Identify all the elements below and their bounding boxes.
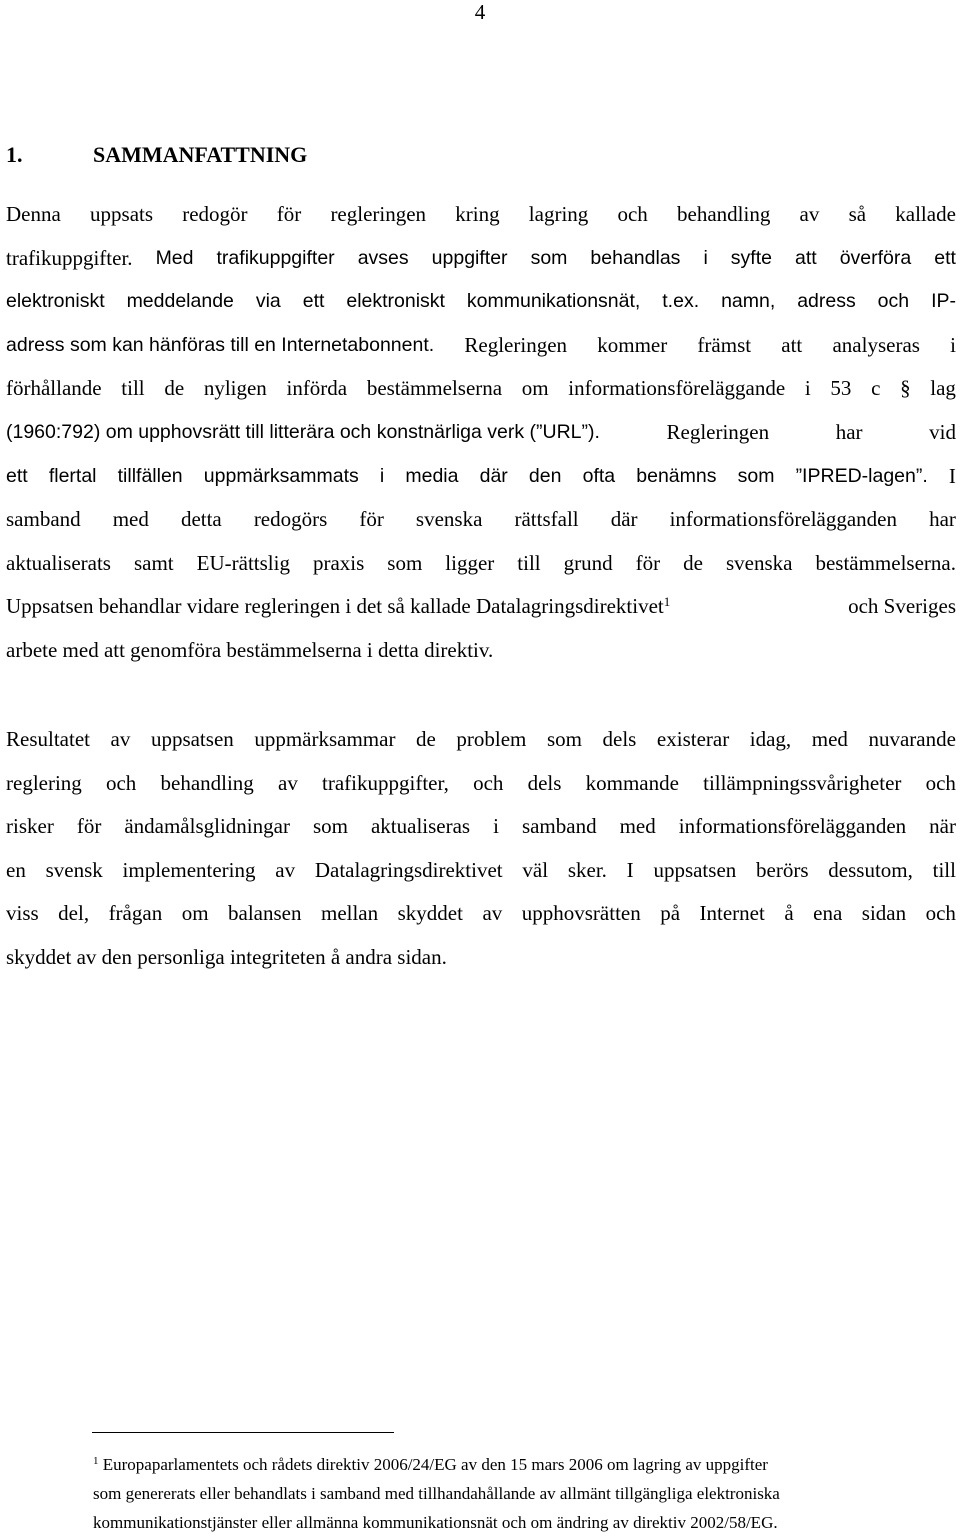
word: rättsfall <box>514 507 579 532</box>
word: ena <box>813 901 843 926</box>
word: meddelande <box>126 290 234 313</box>
word: till <box>517 550 541 575</box>
word: har <box>835 419 863 444</box>
word: till <box>932 857 956 882</box>
word: Med <box>155 246 194 269</box>
paragraph-line <box>6 367 956 411</box>
word: problem <box>456 727 527 751</box>
word: har <box>929 507 956 532</box>
word: kallade <box>895 202 956 226</box>
paragraph-line <box>6 718 956 762</box>
word: av <box>482 901 503 926</box>
word: som <box>387 550 423 575</box>
word: lag <box>930 376 956 401</box>
word: i <box>379 464 385 487</box>
word: media <box>405 464 459 487</box>
word: samt <box>133 550 174 575</box>
word: väl <box>522 857 549 882</box>
paragraph-line-segment: adress som kan hänföras till en Internetabonnent. <box>6 333 435 356</box>
word: via <box>255 290 281 313</box>
word: främst <box>697 332 752 357</box>
word: Regleringen <box>464 332 568 357</box>
word: till <box>121 376 145 401</box>
word: behandling <box>160 770 254 795</box>
word: del, <box>58 901 90 926</box>
word: tillfällen <box>117 464 183 487</box>
word: balansen <box>228 901 302 926</box>
word: samband <box>521 814 597 839</box>
word: samband <box>6 507 81 532</box>
word: flertal <box>48 464 97 487</box>
word: uppsatsen <box>150 727 234 751</box>
paragraph-line-text: Uppsatsen behandlar vidare regleringen i det så kallade Datalagringsdirektivet <box>6 594 664 619</box>
word: trafikuppgifter, <box>322 770 449 795</box>
footnote-line <box>93 1450 953 1479</box>
word: Resultatet <box>6 727 90 751</box>
word: frågan <box>108 901 163 926</box>
word: som <box>546 727 582 751</box>
word: och <box>925 770 956 795</box>
word: informationsförelägganden <box>669 507 897 532</box>
paragraph-line <box>6 237 956 281</box>
paragraph-line <box>6 542 956 586</box>
word: analyseras <box>832 332 920 357</box>
word: svenska <box>725 550 793 575</box>
word: 53 <box>830 376 852 401</box>
word: reglering <box>6 770 82 795</box>
word: nuvarande <box>868 727 956 751</box>
word: elektroniskt <box>6 290 105 313</box>
word: av <box>110 727 131 751</box>
word: syfte <box>730 246 772 269</box>
word: aktualiseras <box>370 814 471 839</box>
section-number: 1. <box>6 142 23 167</box>
word: avses <box>357 246 409 269</box>
word: och <box>925 901 956 926</box>
word: grund <box>563 550 613 575</box>
page-number: 4 <box>474 0 486 24</box>
word: benämns <box>636 464 717 487</box>
word: och <box>105 770 137 795</box>
word: av <box>799 202 820 226</box>
word: elektroniskt <box>346 290 445 313</box>
word: Regleringen <box>666 419 770 444</box>
word: ett <box>302 290 325 313</box>
paragraph-line <box>6 411 956 455</box>
word: när <box>929 814 956 839</box>
word: Internet <box>699 901 765 926</box>
paragraph-line <box>6 585 956 629</box>
word: som <box>530 246 568 269</box>
word: ligger <box>445 550 495 575</box>
word: de <box>683 550 703 575</box>
paragraph-line <box>6 280 956 324</box>
word: nyligen <box>203 376 267 401</box>
word: praxis <box>312 550 365 575</box>
word: i <box>950 332 956 357</box>
word: existerar <box>656 727 730 751</box>
word: ofta <box>582 464 616 487</box>
word: med <box>811 727 848 751</box>
word: förhållande <box>6 376 102 401</box>
footnote-line: som genererats eller behandlats i samband med tillhandahållande av allmänt tillgängliga elektroniska <box>93 1484 780 1503</box>
paragraph-line <box>6 324 956 368</box>
word: uppgifter <box>431 246 508 269</box>
word: detta <box>180 507 222 532</box>
word: IP- <box>931 290 956 313</box>
word: ändamålsglidningar <box>124 814 290 839</box>
word: I <box>626 857 634 882</box>
word: kommunikationsnät, <box>466 290 641 313</box>
word: sker. <box>567 857 607 882</box>
word: och <box>473 770 504 795</box>
word: dessutom, <box>828 857 913 882</box>
paragraph-line: arbete med att genomföra bestämmelserna i detta direktiv. <box>6 637 494 662</box>
paragraph-line-segment: (1960:792) om upphovsrätt till litterära och konstnärliga verk (”URL”). <box>6 420 600 443</box>
word: av <box>275 857 296 882</box>
word: om <box>181 901 209 926</box>
word: aktualiserats <box>6 550 111 575</box>
footnote-reference[interactable]: 1 <box>663 594 671 610</box>
word: dels <box>602 727 637 751</box>
word: där <box>479 464 508 487</box>
word: för <box>359 507 384 532</box>
summary-paragraph-2 <box>6 718 956 980</box>
word: så <box>848 202 867 226</box>
word: § <box>900 376 911 401</box>
word: ett <box>6 464 28 487</box>
paragraph-line <box>6 455 956 499</box>
word: å <box>784 901 794 926</box>
word: bestämmelserna. <box>815 550 956 575</box>
word: kommande <box>585 770 679 795</box>
word: införda <box>286 376 348 401</box>
footnote-separator <box>92 1432 394 1433</box>
paragraph-line <box>6 892 956 936</box>
word: sidan <box>861 901 907 926</box>
word: tillämpningssvårigheter <box>703 770 902 795</box>
word: informationsförelägganden <box>678 814 907 839</box>
word: för <box>76 814 102 839</box>
word: överföra <box>839 246 912 269</box>
word: ”IPRED-lagen”. <box>795 464 928 487</box>
paragraph-line-segment: I <box>948 463 956 488</box>
word: den <box>528 464 562 487</box>
word: kring <box>455 202 500 226</box>
word: Denna <box>6 202 61 226</box>
word: om <box>521 376 549 401</box>
section-title: SAMMANFATTNING <box>93 142 308 167</box>
word: idag, <box>749 727 792 751</box>
footnote-line: kommunikationstjänster eller allmänna kommunikationsnät och om ändring av direktiv 2002/58/EG. <box>93 1513 778 1532</box>
word: ett <box>934 246 956 269</box>
section-heading <box>6 141 307 169</box>
word: en <box>6 857 26 882</box>
word: i <box>493 814 499 839</box>
word: vid <box>929 419 956 444</box>
word: uppmärksammats <box>203 464 359 487</box>
word: uppmärksammar <box>254 727 396 751</box>
paragraph-line <box>6 762 956 806</box>
word: viss <box>6 901 39 926</box>
word: skyddet <box>397 901 463 926</box>
paragraph-line <box>6 498 956 542</box>
word: berörs <box>756 857 809 882</box>
paragraph-line <box>6 193 956 237</box>
summary-paragraph-1 <box>6 193 956 673</box>
footnote <box>93 1450 953 1537</box>
word: c <box>871 376 881 401</box>
word: och <box>877 290 910 313</box>
word: EU-rättslig <box>196 550 290 575</box>
word: som <box>312 814 348 839</box>
paragraph-line-segment: trafikuppgifter. <box>6 245 133 270</box>
word: svensk <box>45 857 103 882</box>
word: för <box>276 202 302 226</box>
paragraph-line <box>6 849 956 893</box>
word: Datalagringsdirektivet <box>314 857 503 882</box>
word: bestämmelserna <box>366 376 503 401</box>
word: upphovsrätten <box>521 901 641 926</box>
word: uppsatsen <box>653 857 737 882</box>
word: dels <box>527 770 562 795</box>
word: redogör <box>182 202 248 226</box>
word: kommer <box>597 332 668 357</box>
word: behandlas <box>590 246 681 269</box>
word: där <box>610 507 638 532</box>
word: på <box>660 901 681 926</box>
paragraph-line-segment <box>6 585 670 629</box>
word: i <box>703 246 708 269</box>
paragraph-line <box>6 805 956 849</box>
word: risker <box>6 814 54 839</box>
word: som <box>737 464 775 487</box>
paragraph-line-segment: och Sveriges <box>848 594 956 619</box>
word: adress <box>797 290 856 313</box>
word: t.ex. <box>662 290 700 313</box>
word: av <box>278 770 298 795</box>
word: de <box>164 376 185 401</box>
word: redogörs <box>253 507 328 532</box>
word: att <box>781 332 803 357</box>
word: behandling <box>677 202 771 226</box>
word: uppsats <box>90 202 154 226</box>
word: i <box>804 376 811 401</box>
word: och <box>617 202 648 226</box>
word: för <box>635 550 661 575</box>
word: att <box>795 246 817 269</box>
word: mellan <box>320 901 379 926</box>
word: svenska <box>415 507 483 532</box>
paragraph-line: skyddet av den personliga integriteten å andra sidan. <box>6 944 447 969</box>
word: trafikuppgifter <box>216 246 335 269</box>
footnote-marker: 1 <box>93 1455 99 1467</box>
word: implementering <box>122 857 256 882</box>
word: namn, <box>721 290 776 313</box>
word: lagring <box>528 202 589 226</box>
footnote-text: Europaparlamentets och rådets direktiv 2006/24/EG av den 15 mars 2006 om lagring av uppgifter <box>102 1455 768 1474</box>
word: informationsföreläggande <box>568 376 786 401</box>
word: med <box>112 507 149 532</box>
word: med <box>619 814 656 839</box>
word: de <box>416 727 436 751</box>
word: regleringen <box>330 202 427 226</box>
